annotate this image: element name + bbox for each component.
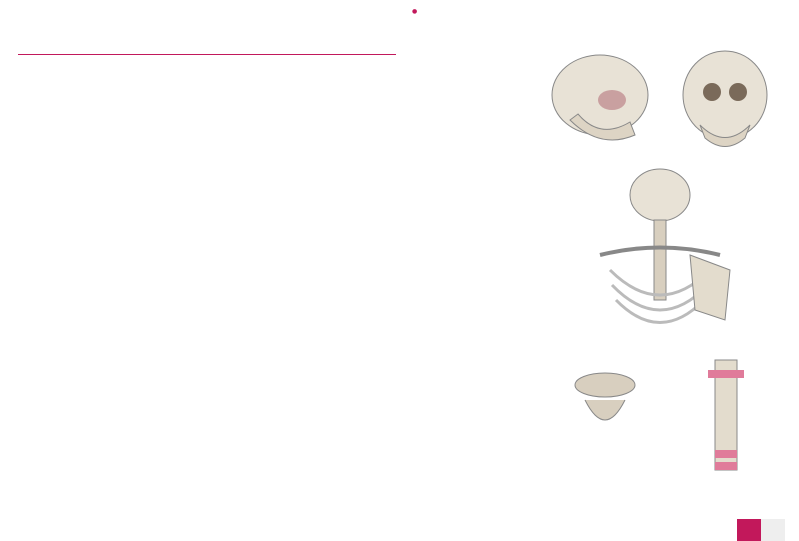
scapula bbox=[690, 255, 730, 320]
intro-text: ● bbox=[412, 8, 418, 15]
col-nerve bbox=[270, 42, 333, 55]
col-action bbox=[333, 42, 396, 55]
muscle-table bbox=[18, 42, 396, 55]
appendix-tab[interactable] bbox=[737, 519, 761, 541]
col-insert bbox=[207, 42, 270, 55]
skeleton-figure bbox=[540, 40, 790, 480]
axis bbox=[585, 400, 625, 420]
zygomatic bbox=[598, 90, 626, 110]
skull-oblique bbox=[630, 169, 690, 221]
orbit-left bbox=[703, 83, 721, 101]
t1-highlight bbox=[715, 450, 737, 458]
orbit-right bbox=[729, 83, 747, 101]
c1-highlight bbox=[708, 370, 744, 378]
col-origin bbox=[144, 42, 207, 55]
right-page bbox=[400, 0, 799, 541]
atlas bbox=[575, 373, 635, 397]
col-name bbox=[18, 42, 144, 55]
table-header bbox=[18, 42, 396, 55]
t2-highlight bbox=[715, 462, 737, 470]
index-tab[interactable] bbox=[761, 519, 785, 541]
skull-front bbox=[683, 51, 767, 139]
cervical-spine bbox=[654, 220, 666, 300]
